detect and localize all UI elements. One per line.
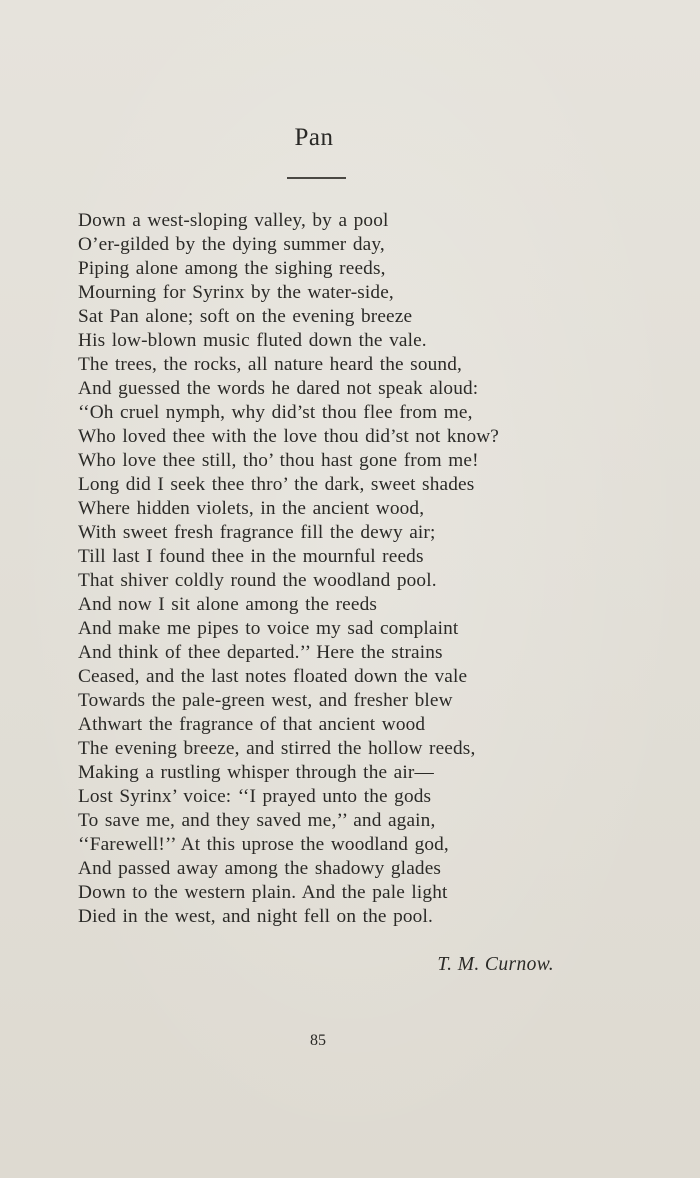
poem-line: Long did I seek thee thro’ the dark, sweet shades <box>78 474 475 495</box>
poem-line: Died in the west, and night fell on the pool. <box>78 906 433 927</box>
poem-line: Ceased, and the last notes floated down the vale <box>78 666 468 687</box>
author-signature: T. M. Curnow. <box>437 954 554 975</box>
poem-line: Who loved thee with the love thou did’st not know? <box>78 426 500 447</box>
poem-line: And passed away among the shadowy glades <box>78 858 442 879</box>
poem-line: And now I sit alone among the reeds <box>78 594 378 615</box>
poem-line: And make me pipes to voice my sad complaint <box>78 618 459 639</box>
poem-line: Mourning for Syrinx by the water-side, <box>78 282 394 303</box>
poem-line: Till last I found thee in the mournful reeds <box>78 546 424 567</box>
poem-line: And guessed the words he dared not speak aloud: <box>78 378 479 399</box>
poem-line: Piping alone among the sighing reeds, <box>78 258 386 279</box>
poem-line: The trees, the rocks, all nature heard the sound, <box>78 354 462 375</box>
page-number: 85 <box>310 1032 326 1049</box>
poem-line: Sat Pan alone; soft on the evening breeze <box>78 306 413 327</box>
poem-line: Who love thee still, tho’ thou hast gone from me! <box>78 450 479 471</box>
poem-line: Making a rustling whisper through the air— <box>78 762 434 783</box>
poem-line: And think of thee departed.’’ Here the strains <box>78 642 443 663</box>
poem-line: With sweet fresh fragrance fill the dewy air; <box>78 522 436 543</box>
poem-line: Athwart the fragrance of that ancient wood <box>78 714 426 735</box>
poem-line: Down to the western plain. And the pale light <box>78 882 448 903</box>
poem-line: ‘‘Oh cruel nymph, why did’st thou flee from me, <box>78 402 473 423</box>
poem-line: Towards the pale-green west, and fresher blew <box>78 690 453 711</box>
poem-title: Pan <box>294 124 334 151</box>
poem-line: O’er-gilded by the dying summer day, <box>78 234 385 255</box>
poem-line: Down a west-sloping valley, by a pool <box>78 210 389 231</box>
poem-line: That shiver coldly round the woodland pool. <box>78 570 437 591</box>
poem-line: His low-blown music fluted down the vale. <box>78 330 427 351</box>
poem-line: Lost Syrinx’ voice: ‘‘I prayed unto the gods <box>78 786 432 807</box>
poem-line: To save me, and they saved me,’’ and again, <box>78 810 436 831</box>
poem-line: The evening breeze, and stirred the hollow reeds, <box>78 738 476 759</box>
poem-line: Where hidden violets, in the ancient wood, <box>78 498 425 519</box>
poem-body <box>78 209 678 929</box>
title-divider <box>287 177 346 179</box>
poem-line: ‘‘Farewell!’’ At this uprose the woodland god, <box>78 834 449 855</box>
